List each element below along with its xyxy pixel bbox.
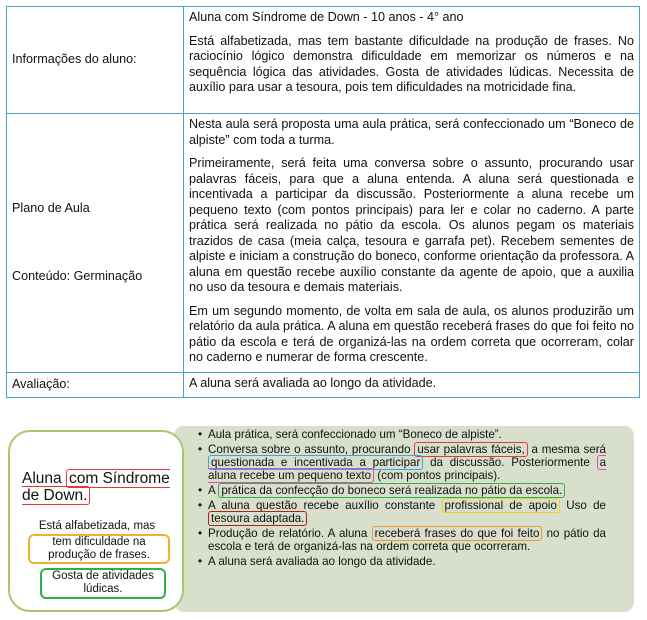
plan-intro: Nesta aula será proposta uma aula prática, será confeccionado um “Boneco de alpiste” com toda a turma. — [189, 117, 634, 147]
plan-first-moment: Primeiramente, será feita uma conversa sobre o assunto, procurando usar palavras fáceis, para que a aluna entenda. A aluna será questionada e incentivada a participar da discussão. Posteriormente a aluna recebe um pequeno texto (com pontos principais) para ler e colar no caderno. A parte prática será realizada no pátio da escola. Os alunos pegam os materiais trazidos de casa (meia calça, tesoura e garrafa pet). Recebem sementes de alpiste e iniciam a construção do boneco, conforme orientação da professora. A aluna em questão recebe auxílio constante da agente de apoio, que a auxilia no uso da tesoura e demais materiais. — [189, 156, 634, 294]
card-title-highlight: com Síndrome de Down. — [22, 470, 170, 504]
label-evaluation: Avaliação: — [12, 377, 70, 391]
table-row-student-info — [7, 7, 640, 114]
bullet-text: A — [208, 484, 219, 497]
card-literacy-highlight: tem dificuldade na produção de frases. — [48, 536, 150, 561]
student-heading: Aluna com Síndrome de Down - 10 anos - 4° ano — [189, 10, 464, 24]
evaluation-text: A aluna será avaliada ao longo da atividade. — [189, 375, 437, 390]
summary-bullet — [198, 555, 606, 568]
table-row-evaluation — [7, 372, 640, 398]
label-lesson-plan: Plano de Aula — [12, 201, 90, 216]
bullet-text: Aula prática, será confeccionado um “Boneco de alpiste”. — [208, 428, 502, 441]
bullet-text: A aluna questão recebe auxílio constante — [208, 499, 442, 512]
row-label — [7, 7, 184, 114]
label-content-topic: Conteúdo: Germinação — [12, 268, 143, 283]
row-content — [184, 114, 640, 373]
summary-bullet — [198, 428, 606, 441]
row-label — [7, 372, 184, 398]
highlight-red: usar palavras fáceis, — [414, 442, 527, 457]
highlight-yellow: profissional de apoio — [442, 498, 560, 513]
bullet-text: no pátio da escola e terá de organizá-las na ordem correta que ocorreram. — [208, 527, 606, 553]
student-card — [8, 430, 184, 612]
lesson-plan-table — [6, 6, 640, 398]
card-title-plain: Aluna — [22, 470, 66, 487]
row-content — [184, 372, 640, 398]
row-content — [184, 7, 640, 114]
card-likes-box — [40, 568, 166, 599]
summary-bullet — [198, 527, 606, 553]
bullet-text: Produção de relatório. A aluna — [208, 527, 372, 540]
bullet-text: A aluna será avaliada ao longo da atividade. — [208, 555, 436, 568]
table-row-lesson-plan — [7, 114, 640, 373]
bullet-text: Uso de — [559, 499, 606, 512]
highlight-dred: tesoura adaptada. — [208, 511, 307, 526]
bullet-text: da discussão. Posteriormente — [423, 456, 597, 469]
highlight-blue: questionada e incentivada a participar — [208, 455, 423, 470]
highlight-orange: receberá frases do que foi feito — [372, 526, 543, 541]
summary-bullet — [198, 499, 606, 525]
card-literacy-box — [28, 534, 170, 564]
row-label — [7, 114, 184, 373]
label-student-info: Informações do aluno: — [12, 52, 137, 67]
card-literacy — [32, 520, 162, 533]
summary-bullets — [198, 428, 606, 570]
card-title — [22, 470, 182, 504]
summary-bullet — [198, 443, 606, 482]
bullet-text: Conversa sobre o assunto, procurando — [208, 443, 415, 456]
card-likes: Gosta de atividades lúdicas. — [52, 570, 154, 595]
highlight-pink: a aluna recebe um pequeno texto — [208, 456, 607, 482]
bullet-text: a mesma será — [527, 443, 607, 456]
bullet-text: (com pontos principais). — [374, 469, 501, 482]
summary-bullet — [198, 484, 606, 497]
summary-diagram — [6, 420, 640, 614]
student-description: Está alfabetizada, mas tem bastante dificuldade na produção de frases. No raciocínio lógico demonstra dificuldade em memorizar os números e na sequência lógica das atividades. Gosta de atividades lúdicas. Necessita de auxílio para usar a tesoura, pois tem dificuldades na motricidade fina. — [189, 33, 634, 94]
plan-second-moment: Em um segundo momento, de volta em sala de aula, os alunos produzirão um relatório da aula prática. A aluna em questão receberá frases do que foi feito no pátio da escola e terá de organizá-las na ordem correta que ocorreram, colar no caderno e numerar de forma crescente. — [189, 303, 634, 364]
highlight-green: prática da confecção do boneco será realizada no pátio da escola. — [218, 483, 565, 498]
card-literacy-plain: Está alfabetizada, mas — [38, 520, 156, 532]
